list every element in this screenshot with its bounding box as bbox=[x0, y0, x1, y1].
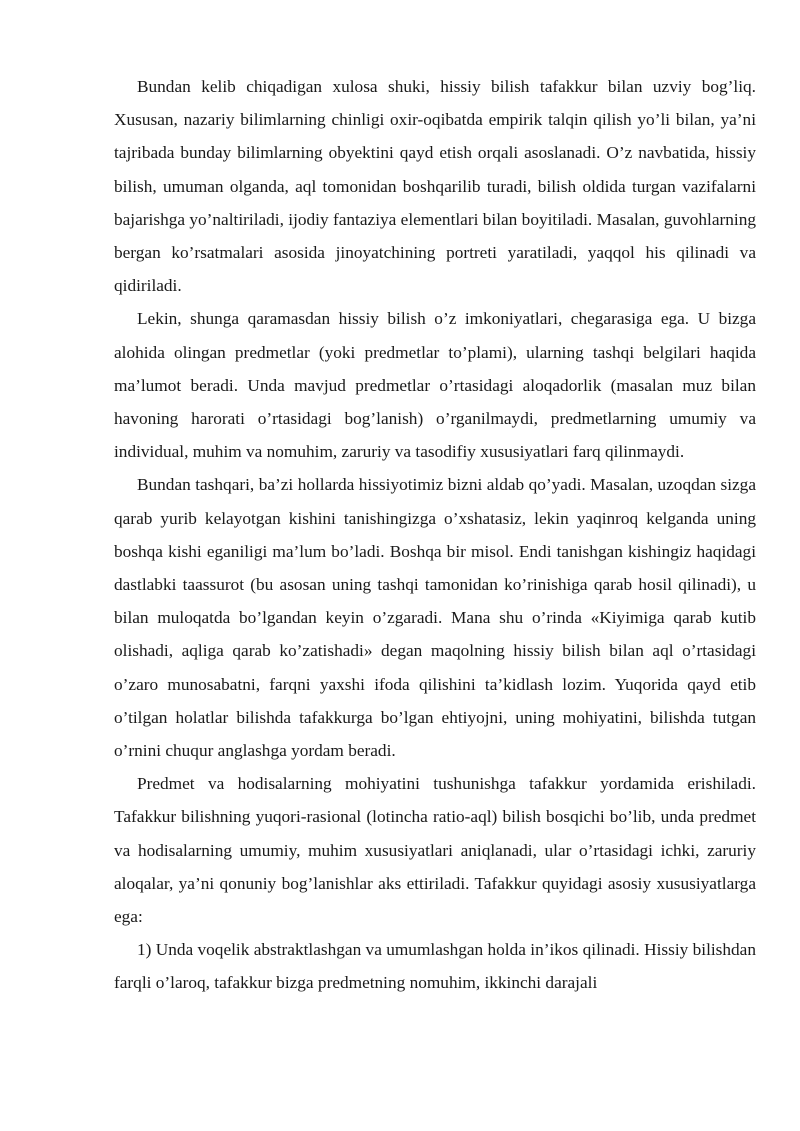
paragraph-5: 1) Unda voqelik abstraktlashgan va umumlashgan holda in’ikos qilinadi. Hissiy bilishdan farqli o’laroq, tafakkur bizga predmetning nomuhim, ikkinchi darajali bbox=[114, 940, 756, 993]
document-page bbox=[114, 70, 756, 1000]
paragraph-2: Lekin, shunga qaramasdan hissiy bilish o’z imkoniyatlari, chegarasiga ega. U bizga alohida olingan predmetlar (yoki predmetlar to’plami), ularning tashqi belgilari haqida ma’lumot beradi. Unda mavjud predmetlar o’rtasidagi aloqadorlik (masalan muz bilan havoning harorati o’rtasidagi bog’lanish) o’rganilmaydi, predmetlarning umumiy va individual, muhim va nomuhim, zaruriy va tasodifiy xususiyatlari farq qilinmaydi. bbox=[114, 309, 756, 462]
paragraph-1: Bundan kelib chiqadigan xulosa shuki, hissiy bilish tafakkur bilan uzviy bog’liq. Xususan, nazariy bilimlarning chinligi oxir-oqibatda empirik talqin qilish yo’li bilan, ya’ni tajribada bunday bilimlarning obyektini qayd etish orqali asoslanadi. O’z navbatida, hissiy bilish, umuman olganda, aql tomonidan boshqarilib turadi, bilish oldida turgan vazifalarni bajarishga yo’naltiriladi, ijodiy fantaziya elementlari bilan boyitiladi. Masalan, guvohlarning bergan ko’rsatmalari asosida jinoyatchining portreti yaratiladi, yaqqol his qilinadi va qidiriladi. bbox=[114, 77, 756, 296]
paragraph-4: Predmet va hodisalarning mohiyatini tushunishga tafakkur yordamida erishiladi. Tafakkur bilishning yuqori-rasional (lotincha ratio-aql) bilish bosqichi bo’lib, unda predmet va hodisalarning umumiy, muhim xususiyatlari aniqlanadi, ular o’rtasidagi ichki, zaruriy aloqalar, ya’ni qonuniy bog’lanishlar aks ettiriladi. Tafakkur quyidagi asosiy xususiyatlarga ega: bbox=[114, 774, 756, 927]
paragraph-3: Bundan tashqari, ba’zi hollarda hissiyotimiz bizni aldab qo’yadi. Masalan, uzoqdan sizga qarab yurib kelayotgan kishini tanishingizga o’xshatasiz, lekin yaqinroq kelganda uning boshqa kishi eganiligi ma’lum bo’ladi. Boshqa bir misol. Endi tanishgan kishingiz haqidagi dastlabki taassurot (bu asosan uning tashqi tamonidan ko’rinishiga qarab hosil qilinadi), u bilan muloqatda bo’lgandan keyin o’zgaradi. Mana shu o’rinda «Kiyimiga qarab kutib olishadi, aqliga qarab ko’zatishadi» degan maqolning hissiy bilish bilan aql o’rtasidagi o’zaro munosabatni, farqni yaxshi ifoda qilishini ta’kidlash lozim. Yuqorida qayd etib o’tilgan holatlar bilishda tafakkurga bo’lgan ehtiyojni, uning mohiyatini, bilishda tutgan o’rnini chuqur anglashga yordam beradi. bbox=[114, 475, 756, 761]
